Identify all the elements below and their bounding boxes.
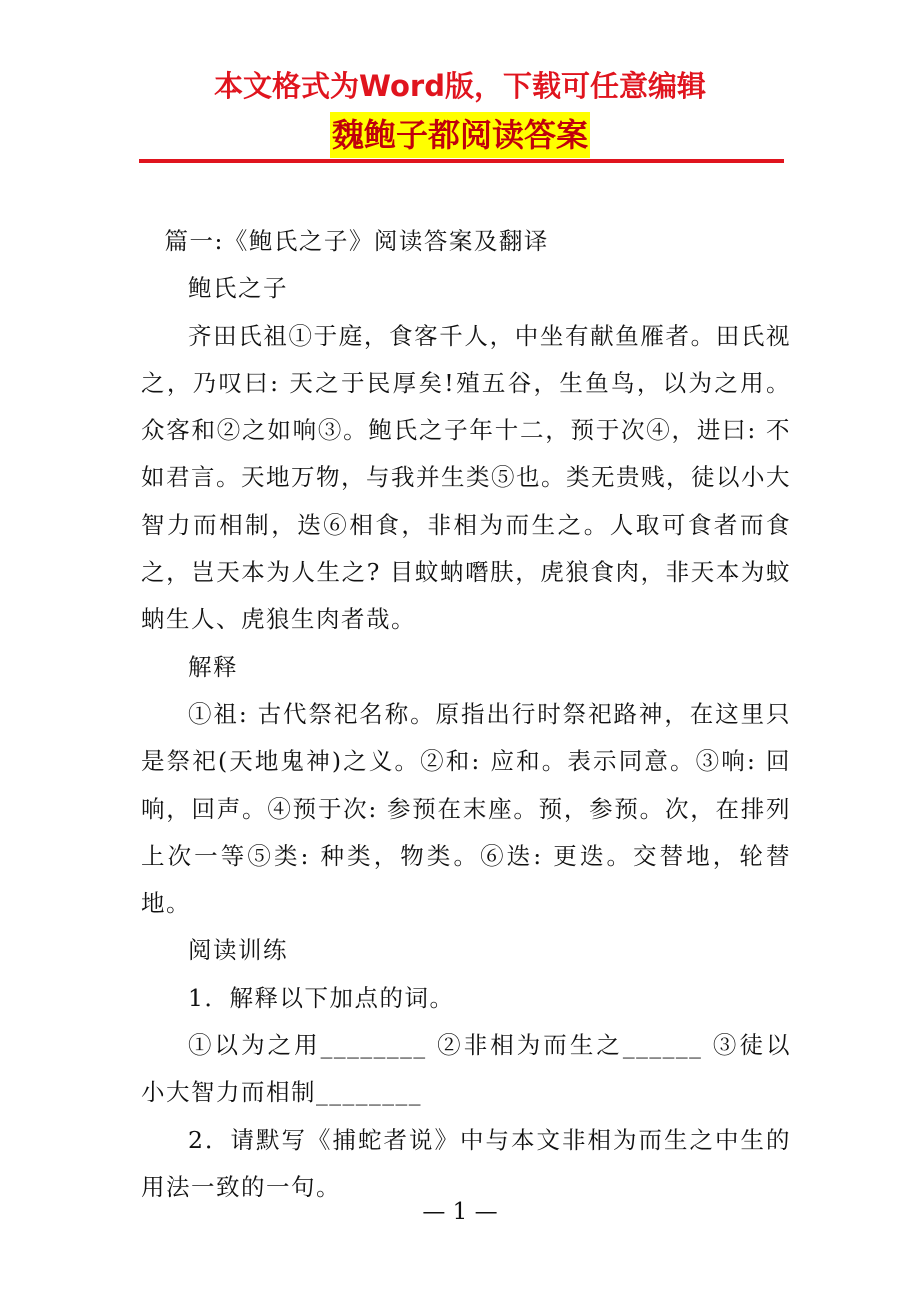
- header-note: 本文格式为Word版，下载可任意编辑: [214, 69, 706, 103]
- notes-heading: 解释: [188, 652, 238, 681]
- document-body: [141, 218, 791, 1211]
- story-paragraph: 齐田氏祖①于庭，食客千人，中坐有献鱼雁者。田氏视之，乃叹曰: 天之于民厚矣!殖五谷，生鱼鸟，以为之用。众客和②之如响③。鲍氏之子年十二，预于次④，进曰: 不如君言。天地万物，与我并生类⑤也。类无贵贱，徒以小大智力而相制，迭⑥相食，非相为而生之。人取可食者而食之，岂天本为人生之? 目蚊蚋噆肤，虎狼食肉，非天本为蚊蚋生人、虎狼生肉者哉。: [141, 321, 791, 634]
- question-1: 1．解释以下加点的词。: [188, 983, 455, 1012]
- question-1-items: ①以为之用________ ②非相为而生之______ ③徒以小大智力而相制________: [141, 1031, 791, 1107]
- notes-paragraph: ①祖: 古代祭祀名称。原指出行时祭祀路神，在这里只是祭祀(天地鬼神)之义。②和: 应和。表示同意。③响: 回响，回声。④预于次: 参预在末座。预，参预。次，在排列上次一等⑤类: 种类，物类。⑥迭: 更迭。交替地，轮替地。: [141, 699, 791, 918]
- document-title: 魏鲍子都阅读答案: [330, 112, 590, 158]
- question-2: 2．请默写《捕蛇者说》中与本文非相为而生之中生的用法一致的一句。: [141, 1125, 791, 1201]
- exercise-heading: 阅读训练: [188, 936, 288, 965]
- title-wrapper: [0, 112, 920, 158]
- section-heading: 篇一:《鲍氏之子》阅读答案及翻译: [164, 227, 549, 255]
- story-title: 鲍氏之子: [188, 274, 288, 303]
- header-divider: [139, 159, 784, 163]
- page-number: — 1 —: [422, 1199, 498, 1225]
